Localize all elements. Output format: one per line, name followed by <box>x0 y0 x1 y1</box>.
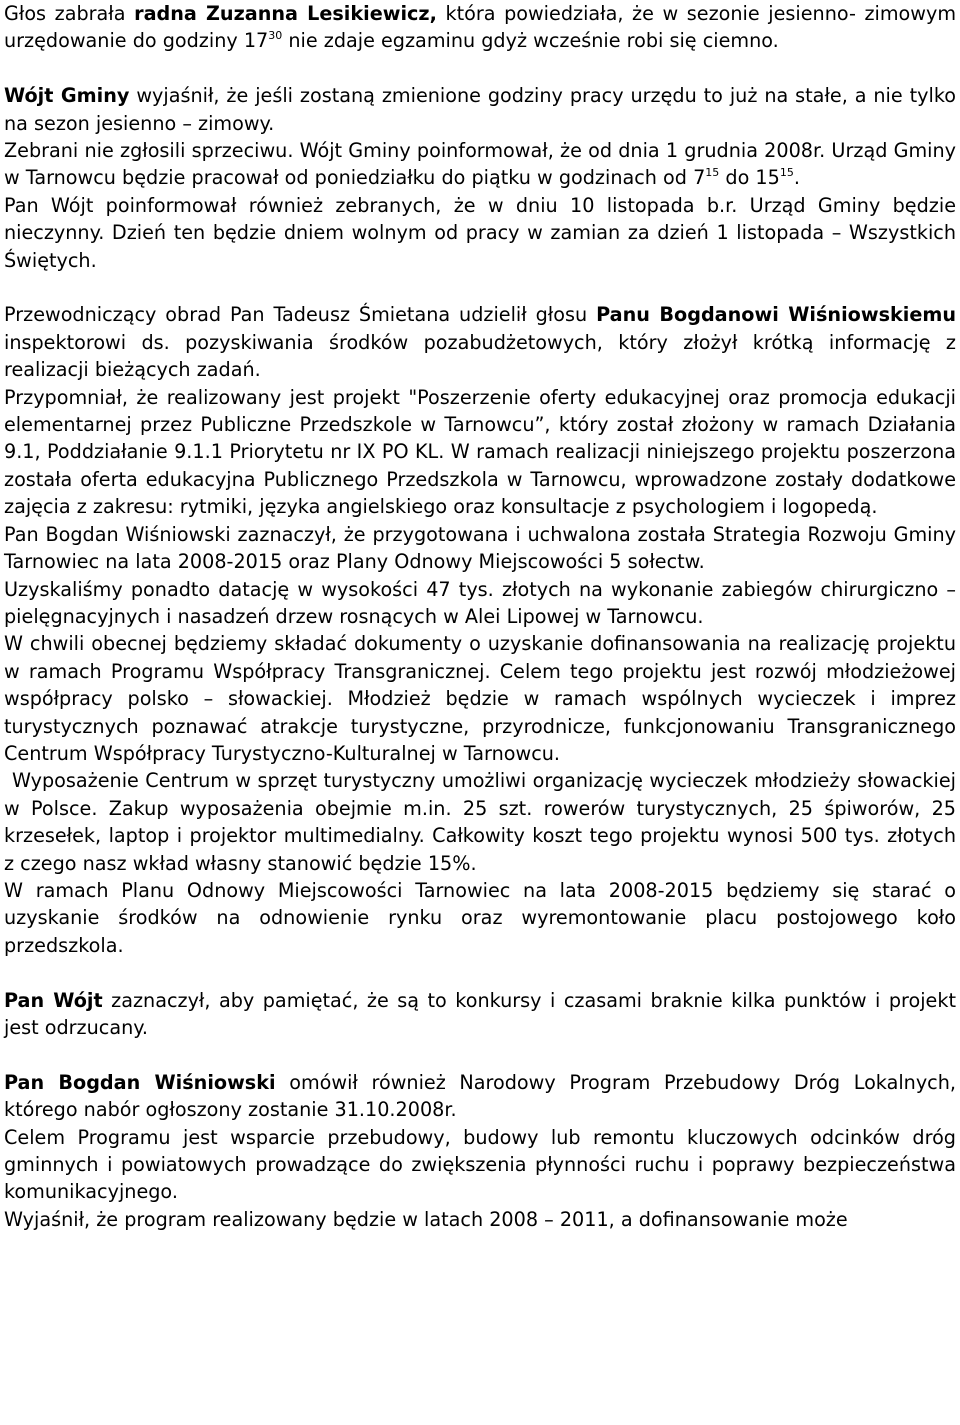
text-run: Głos zabrała <box>4 2 126 25</box>
text-run: zaznaczył, aby pamiętać, że są to konkursy i czasami braknie kilka punktów i projekt jest odrzucany. <box>4 988 956 1039</box>
paragraph-lesikiewicz <box>4 0 956 55</box>
paragraph-program-goal: Celem Programu jest wsparcie przebudowy, budowy lub remontu kluczowych odcinków dróg gminnych i powiatowych prowadzące do zwiększenia płynności ruchu i poprawy bezpieczeństwa komunikacyjnego. <box>4 1125 956 1204</box>
paragraph-program-years: Wyjaśnił, że program realizowany będzie w latach 2008 – 2011, a dofinansowanie może <box>4 1207 848 1231</box>
text-run: . <box>793 166 800 190</box>
speaker-name: Wójt Gminy <box>4 84 130 108</box>
superscript: 30 <box>268 29 283 43</box>
paragraph-roads-program <box>4 1069 956 1124</box>
paragraph-chairman <box>4 301 956 383</box>
text-run: wyjaśnił, że jeśli zostaną zmienione godziny pracy urzędu to już na stałe, a nie tylko na sezon jesienno – zimowy. <box>4 84 956 135</box>
paragraph-strategy: Pan Bogdan Wiśniowski zaznaczył, że przygotowana i uchwalona została Strategia Rozwoju Gminy Tarnowiec na lata 2008-2015 oraz Plany Odnowy Miejscowości 5 sołectw. <box>4 522 956 574</box>
paragraph-working-hours <box>4 137 956 192</box>
paragraph-funding: Uzyskaliśmy ponadto datację w wysokości 47 tys. złotych na wykonanie zabiegów chirurgiczno – pielęgnacyjnych i nasadzeń drzew rosnących w Alei Lipowej w Tarnowcu. <box>4 577 956 628</box>
document-body <box>4 0 956 1233</box>
text-run: omówił również Narodowy Program Przebudowy Dróg Lokalnych, którego nabór ogłoszony zostanie 31.10.2008r. <box>4 1070 956 1122</box>
text-run: do 15 <box>725 166 780 190</box>
speaker-name: Pan Wójt <box>4 988 103 1012</box>
text-run: Wyposażenie Centrum w sprzęt turystyczny umożliwi organizację wycieczek młodzieży słowackiej w Polsce. Zakup wyposażenia obejmie m.in. 25 szt. rowerów turystycznych, 25 śpiworów, 25 krzesełek, laptop i projektor multimedialny. Całkowity koszt tego projektu wynosi 500 tys. złotych z czego nasz wkład własny stanowić będzie 15%. <box>4 769 956 875</box>
paragraph-project: Przypomniał, że realizowany jest projekt "Poszerzenie oferty edukacyjnej oraz promocja edukacji elementarnej przez Publiczne Przedszkole w Tarnowcu”, który został złożony w ramach Działania 9.1, Poddziałanie 9.1.1 Priorytetu nr IX PO KL. W ramach realizacji niniejszego projektu poszerzona została oferta edukacyjna Publicznego Przedszkola w Tarnowcu, wprowadzone zostały dodatkowe zajęcia z zakresu: rytmiki, języka angielskiego oraz konsultacje z psychologiem i logopedą. <box>4 385 956 519</box>
superscript: 15 <box>779 166 794 180</box>
paragraph-wojt-competitions <box>4 987 956 1042</box>
speaker-name: Pan Bogdan Wiśniowski <box>4 1070 276 1094</box>
speaker-name: Panu Bogdanowi Wiśniowskiemu <box>596 303 957 327</box>
text-run: Zebrani nie zgłosili sprzeciwu. Wójt Gminy poinformował, że od dnia 1 grudnia 2008r. Urząd Gminy w Tarnowcu będzie pracował od poniedziałku do piątku w godzinach od 7 <box>4 139 956 190</box>
paragraph-renewal-plan: W ramach Planu Odnowy Miejscowości Tarnowiec na lata 2008-2015 będziemy się starać o uzyskanie środków na odnowienie rynku oraz wyremontowanie placu postojowego koło przedszkola. <box>4 878 956 957</box>
speaker-name: radna Zuzanna Lesikiewicz, <box>134 2 437 25</box>
text-run: nie zdaje egzaminu gdyż wcześnie robi się ciemno. <box>288 29 779 53</box>
paragraph-equipment <box>4 767 956 877</box>
paragraph-wojt-explained <box>4 82 956 137</box>
superscript: 15 <box>705 166 720 180</box>
paragraph-office-closed: Pan Wójt poinformował również zebranych, że w dniu 10 listopada b.r. Urząd Gminy będzie nieczynny. Dzień ten będzie dniem wolnym od pracy w zamian za dzień 1 listopada – Wszystkich Świętych. <box>4 193 956 272</box>
text-run: inspektorowi ds. pozyskiwania środków pozabudżetowych, który złożył krótką informację z realizacji bieżących zadań. <box>4 330 956 382</box>
text-run: która powiedziała, że w sezonie jesienno- zimowym urzędowanie do godziny 17 <box>4 2 957 53</box>
text-run: Przewodniczący obrad Pan Tadeusz Śmietana udzielił głosu <box>4 303 588 327</box>
paragraph-cross-border: W chwili obecnej będziemy składać dokumenty o uzyskanie dofinansowania na realizację projektu w ramach Programu Współpracy Transgranicznej. Celem tego projektu jest rozwój młodzieżowej współpracy polsko – słowackiej. Młodzież będzie w ramach wspólnych wycieczek i imprez turystycznych poznawać atrakcje turystyczne, przyrodnicze, funkcjonowaniu Transgranicznego Centrum Współpracy Turystyczno-Kulturalnej w Tarnowcu. <box>4 632 956 765</box>
